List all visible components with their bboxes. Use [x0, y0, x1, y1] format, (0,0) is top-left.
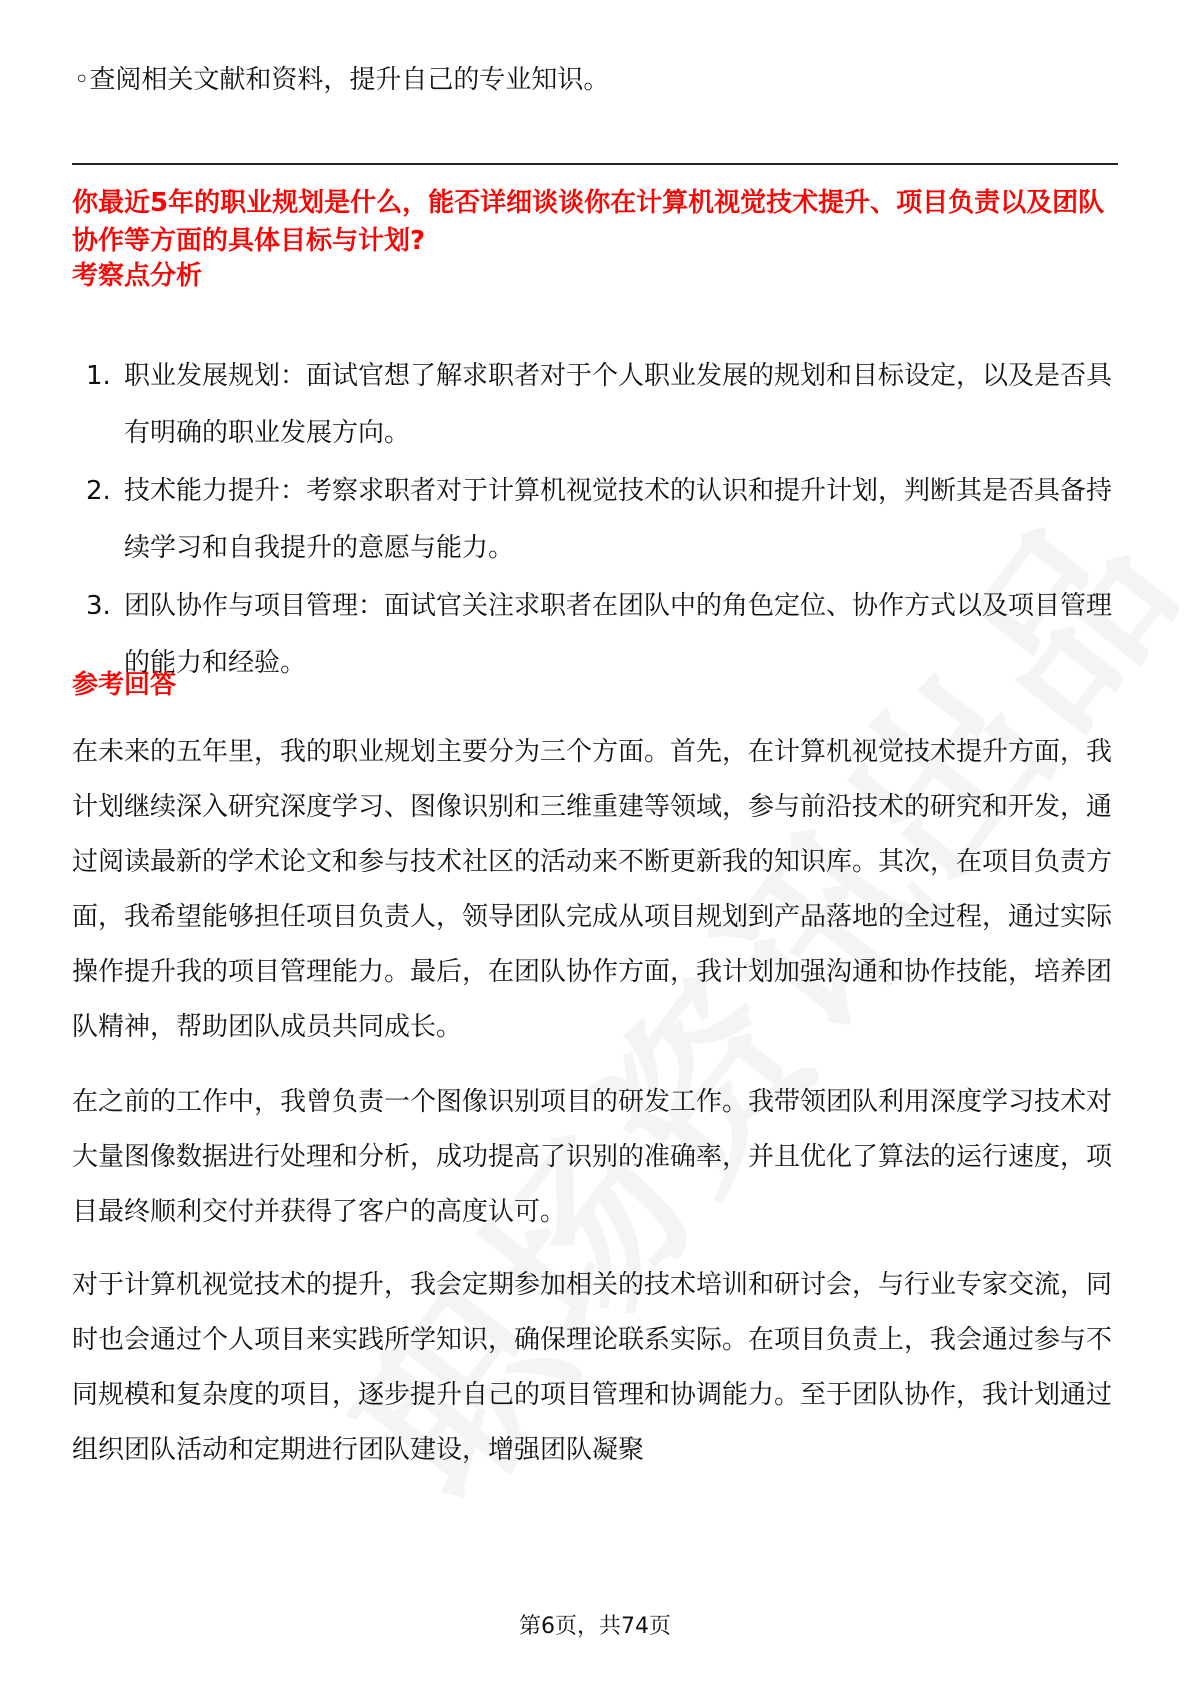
bullet-marker: ◦	[74, 65, 90, 95]
bullet-text: 查阅相关文献和资料，提升自己的专业知识。	[89, 65, 610, 95]
analysis-point-list	[72, 348, 1118, 693]
analysis-point	[72, 463, 1118, 577]
page-number: 第6页，共74页	[519, 1614, 671, 1639]
section-divider	[72, 163, 1118, 165]
point-text: 职业发展规划：面试官想了解求职者对于个人职业发展的规划和目标设定，以及是否具有明确的职业发展方向。	[124, 361, 1113, 448]
question-title: 你最近5年的职业规划是什么，能否详细谈谈你在计算机视觉技术提升、项目负责以及团队协作等方面的具体目标与计划?	[72, 188, 1105, 256]
analysis-heading: 考察点分析	[72, 261, 203, 291]
point-number: 3.	[86, 591, 111, 621]
answer-heading: 参考回答	[72, 670, 177, 700]
point-text: 团队协作与项目管理：面试官关注求职者在团队中的角色定位、协作方式以及项目管理的能力和经验。	[124, 591, 1113, 678]
point-number: 1.	[86, 361, 111, 391]
analysis-point	[72, 348, 1118, 462]
answer-paragraph: 在未来的五年里，我的职业规划主要分为三个方面。首先，在计算机视觉技术提升方面，我计划继续深入研究深度学习、图像识别和三维重建等领域，参与前沿技术的研究和开发，通过阅读最新的学术论文和参与技术社区的活动来不断更新我的知识库。其次，在项目负责方面，我希望能够担任项目负责人，领导团队完成从项目规划到产品落地的全过程，通过实际操作提升我的项目管理能力。最后，在团队协作方面，我计划加强沟通和协作技能，培养团队精神，帮助团队成员共同成长。	[72, 737, 1113, 1042]
top-bullet-item	[74, 60, 609, 100]
analysis-point	[72, 578, 1118, 692]
answer-paragraph: 对于计算机视觉技术的提升，我会定期参加相关的技术培训和研讨会，与行业专家交流，同时也会通过个人项目来实践所学知识，确保理论联系实际。在项目负责上，我会通过参与不同规模和复杂度的项目，逐步提升自己的项目管理和协调能力。至于团队协作，我计划通过组织团队活动和定期进行团队建设，增强团队凝聚	[72, 1270, 1113, 1465]
point-number: 2.	[86, 476, 111, 506]
answer-paragraph: 在之前的工作中，我曾负责一个图像识别项目的研发工作。我带领团队利用深度学习技术对大量图像数据进行处理和分析，成功提高了识别的准确率，并且优化了算法的运行速度，项目最终顺利交付并获得了客户的高度认可。	[72, 1087, 1113, 1227]
point-text: 技术能力提升：考察求职者对于计算机视觉技术的认识和提升计划，判断其是否具备持续学习和自我提升的意愿与能力。	[124, 476, 1113, 563]
